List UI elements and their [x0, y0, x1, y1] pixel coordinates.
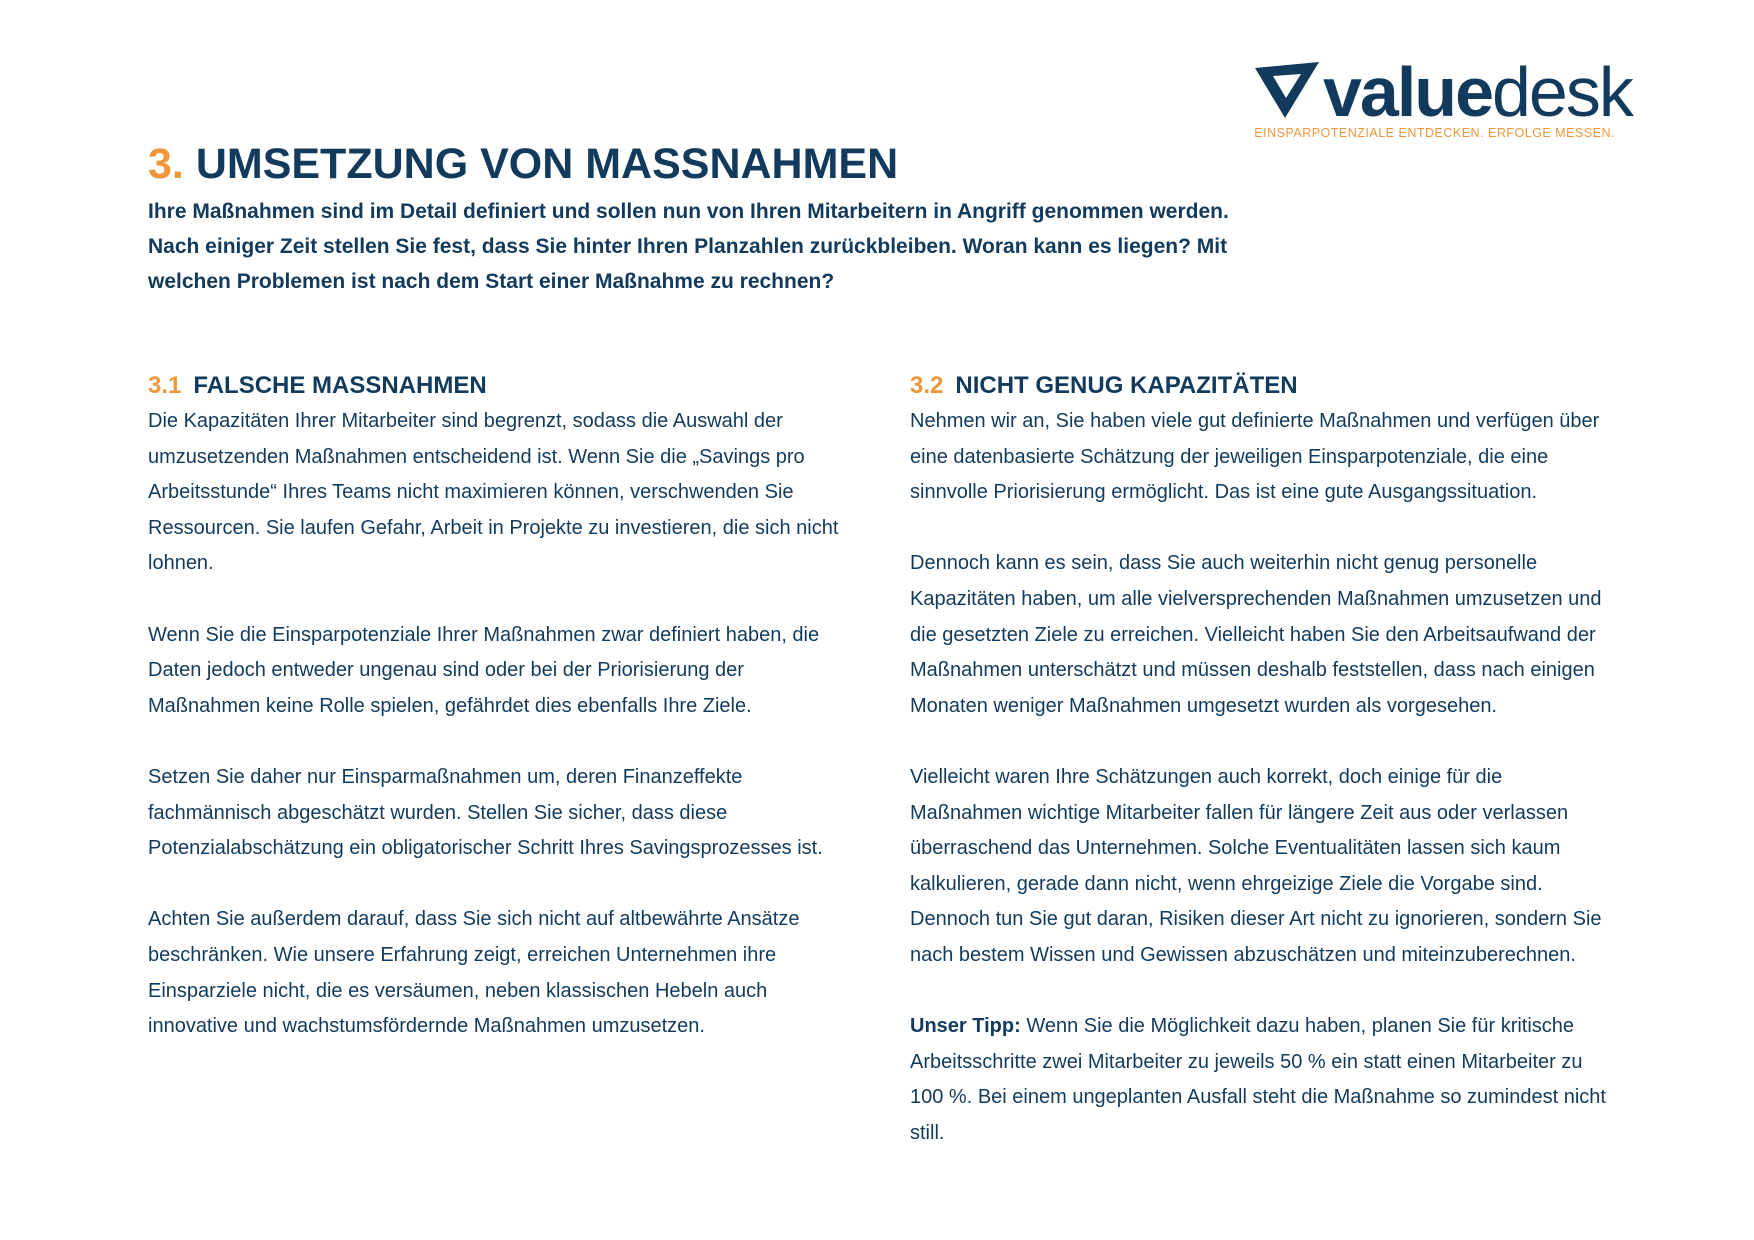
logo-tagline: EINSPARPOTENZIALE ENTDECKEN. ERFOLGE MESSEN. — [1254, 126, 1615, 140]
section-paragraph: Dennoch kann es sein, dass Sie auch weiterhin nicht genug personelle Kapazitäten haben, um alle vielversprechenden Maßnahmen umzusetzen und die gesetzten Ziele zu erreichen. Vielleicht haben Sie den Arbeitsaufwand der Maßnahmen unterschätzt und müssen deshalb feststellen, dass nach einigen Monaten weniger Maßnahmen umgesetzt wurden als vorgesehen. — [910, 552, 1602, 717]
section-paragraph: Wenn Sie die Einsparpotenziale Ihrer Maßnahmen zwar definiert haben, die Daten jedoch entweder ungenau sind oder bei der Priorisierung der Maßnahmen keine Rolle spielen, gefährdet dies ebenfalls Ihre Ziele. — [148, 623, 820, 717]
tip-paragraph — [910, 1009, 1620, 1151]
page-title — [148, 136, 898, 192]
section-number: 3.2 — [910, 372, 944, 399]
section-paragraph: Die Kapazitäten Ihrer Mitarbeiter sind begrenzt, sodass die Auswahl der umzusetzenden Maßnahmen entscheidend ist. Wenn Sie die „Savings pro Arbeitsstunde“ Ihres Teams nicht maximieren können, verschwenden Sie Ressourcen. Sie laufen Gefahr, Arbeit in Projekte zu investieren, die sich nicht lohnen. — [148, 410, 839, 575]
section-number: 3.1 — [148, 372, 182, 399]
section-3-1 — [148, 368, 858, 1080]
section-heading-text: FALSCHE MASSNAHMEN — [193, 372, 487, 399]
tip-text: Wenn Sie die Möglichkeit dazu haben, planen Sie für kritische Arbeitsschritte zwei Mitarbeiter zu jeweils 50 % ein statt einen Mitarbeiter zu 100 %. Bei einem ungeplanten Ausfall steht die Maßnahme so zumindest nicht still. — [910, 1015, 1606, 1144]
page-title-number: 3. — [148, 140, 184, 188]
logo-word-bold: value — [1323, 53, 1492, 131]
logo-wordmark — [1323, 52, 1632, 132]
section-paragraph: Achten Sie außerdem darauf, dass Sie sich nicht auf altbewährte Ansätze beschränken. Wie unsere Erfahrung zeigt, erreichen Unternehmen ihre Einsparziele nicht, die es versäumen, neben klassischen Hebeln auch innovative und wachstumsfördernde Maßnahmen umzusetzen. — [148, 908, 800, 1038]
valuedesk-logo-icon — [1255, 62, 1319, 118]
section-3-2 — [910, 368, 1620, 1187]
section-heading — [910, 368, 1620, 404]
section-heading-text: NICHT GENUG KAPAZITÄTEN — [955, 372, 1298, 399]
tip-lead: Unser Tipp: — [910, 1015, 1021, 1038]
section-heading — [148, 368, 858, 404]
section-paragraph: Setzen Sie daher nur Einsparmaßnahmen um, deren Finanzeffekte fachmännisch abgeschätzt wurden. Stellen Sie sicher, dass diese Potenzialabschätzung ein obligatorischer Schritt Ihres Savingsprozesses ist. — [148, 765, 823, 860]
section-paragraph: Vielleicht waren Ihre Schätzungen auch korrekt, doch einige für die Maßnahmen wichtige Mitarbeiter fallen für längere Zeit aus oder verlassen überraschend das Unternehmen. Solche Eventualitäten lassen sich kaum kalkulieren, gerade dann nicht, wenn ehrgeizige Ziele die Vorgabe sind. Dennoch tun Sie gut daran, Risiken dieser Art nicht zu ignorieren, sondern Sie nach bestem Wissen und Gewissen abzuschätzen und miteinzuberechnen. — [910, 765, 1602, 966]
section-paragraph: Nehmen wir an, Sie haben viele gut definierte Maßnahmen und verfügen über eine datenbasierte Schätzung der jeweiligen Einsparpotenziale, die eine sinnvolle Priorisierung ermöglicht. Das ist eine gute Ausgangssituation. — [910, 410, 1600, 504]
valuedesk-logo — [1254, 52, 1632, 147]
page-title-text: UMSETZUNG VON MASSNAHMEN — [195, 140, 899, 188]
logo-word-light: desk — [1492, 53, 1632, 131]
intro-paragraph: Ihre Maßnahmen sind im Detail definiert und sollen nun von Ihren Mitarbeitern in Angriff genommen werden. Nach einiger Zeit stellen Sie fest, dass Sie hinter Ihren Planzahlen zurückbleiben. Woran kann es liegen? Mit welchen Problemen ist nach dem Start einer Maßnahme zu rechnen? — [148, 200, 1229, 293]
